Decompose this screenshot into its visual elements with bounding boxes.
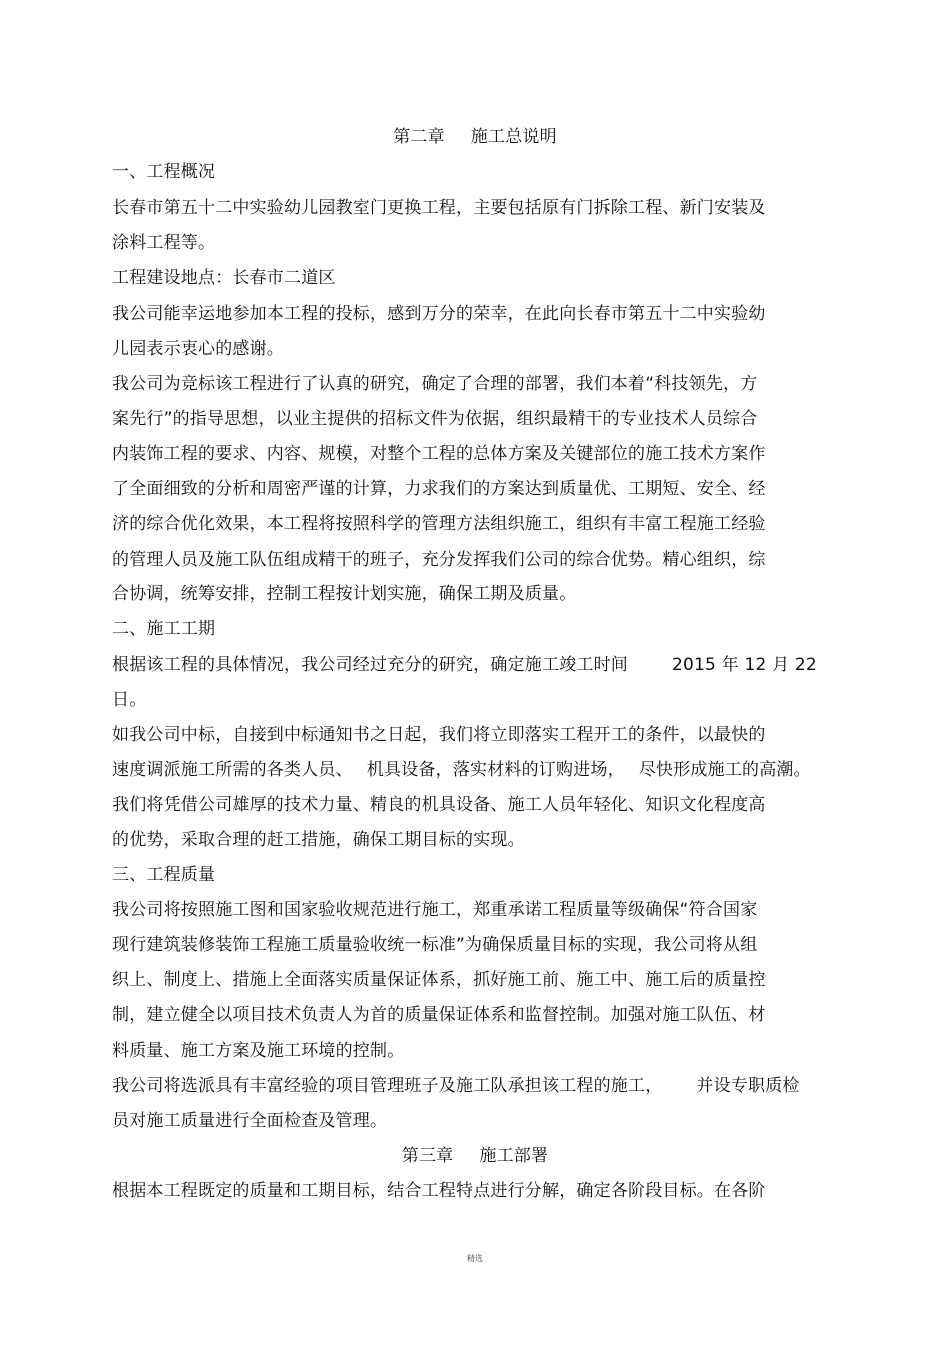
chapter-3-title: 施工部署 [479,1146,549,1166]
paragraph-line: 的管理人员及施工队伍组成精干的班子，充分发挥我们公司的综合优势。精心组织，综 [112,550,766,570]
paragraph-line [112,1074,800,1098]
paragraph-text: 机具设备，落实材料的订购进场， [366,760,625,780]
paragraph-line: 根据本工程既定的质量和工期目标，结合工程特点进行分解，确定各阶段目标。在各阶 [112,1181,766,1201]
paragraph-line: 我公司为竞标该工程进行了认真的研究，确定了合理的部署，我们本着“科技领先，方 [112,374,758,394]
paragraph-line: 合协调，统筹安排，控制工程按计划实施，确保工期及质量。 [112,584,577,604]
section-2-heading: 二、施工工期 [112,619,216,639]
completion-date: 2015 年 12 月 22 [672,655,817,675]
paragraph-line: 案先行”的指导思想，以业主提供的招标文件为依据，组织最精干的专业技术人员综合 [112,409,758,429]
paragraph-text: 根据该工程的具体情况，我公司经过充分的研究，确定施工竣工时间 [112,655,628,675]
paragraph-line [112,758,811,782]
paragraph-line: 涂料工程等。 [112,233,216,253]
section-3-heading: 三、工程质量 [112,865,216,885]
paragraph-line: 员对施工质量进行全面检查及管理。 [112,1111,388,1131]
project-location: 工程建设地点：长春市二道区 [112,268,336,288]
chapter-3-number: 第三章 [401,1146,454,1166]
paragraph-line: 我们将凭借公司雄厚的技术力量、精良的机具设备、施工人员年轻化、知识文化程度高 [112,795,766,815]
paragraph-line: 我公司能幸运地参加本工程的投标，感到万分的荣幸，在此向长春市第五十二中实验幼 [112,304,766,324]
paragraph-line: 日。 [112,690,147,710]
section-1-heading: 一、工程概况 [112,162,216,182]
paragraph-line: 如我公司中标，自接到中标通知书之日起，我们将立即落实工程开工的条件，以最快的 [112,725,766,745]
paragraph-text: 尽快形成施工的高潮。 [638,760,811,780]
completion-date-line [112,653,817,677]
paragraph-text: 速度调派施工所需的各类人员、 [112,760,353,780]
paragraph-line: 制，建立健全以项目技术负责人为首的质量保证体系和监督控制。加强对施工队伍、材 [112,1005,766,1025]
paragraph-line: 料质量、施工方案及施工环境的控制。 [112,1041,405,1061]
paragraph-text: 并设专职质检 [696,1076,800,1096]
chapter-2-title: 施工总说明 [470,127,557,147]
paragraph-line: 现行建筑装修装饰工程施工质量验收统一标准”为确保质量目标的实现，我公司将从组 [112,935,758,955]
paragraph-line: 内装饰工程的要求、内容、规模，对整个工程的总体方案及关键部位的施工技术方案作 [112,444,766,464]
chapter-2-heading [0,125,950,149]
paragraph-text: 我公司将选派具有丰富经验的项目管理班子及施工队承担该工程的施工， [112,1076,663,1096]
paragraph-line: 我公司将按照施工图和国家验收规范进行施工，郑重承诺工程质量等级确保“符合国家 [112,900,758,920]
paragraph-line: 儿园表示衷心的感谢。 [112,339,284,359]
paragraph-line: 长春市第五十二中实验幼儿园教室门更换工程，主要包括原有门拆除工程、新门安装及 [112,198,766,218]
page-footer: 精选 [467,1254,483,1263]
chapter-2-number: 第二章 [393,127,445,147]
paragraph-line: 织上、制度上、措施上全面落实质量保证体系，抓好施工前、施工中、施工后的质量控 [112,970,766,990]
paragraph-line: 的优势，采取合理的赶工措施，确保工期目标的实现。 [112,830,525,850]
paragraph-line: 济的综合优化效果，本工程将按照科学的管理方法组织施工，组织有丰富工程施工经验 [112,514,766,534]
paragraph-line: 了全面细致的分析和周密严谨的计算，力求我们的方案达到质量优、工期短、安全、经 [112,479,766,499]
chapter-3-heading [0,1144,950,1168]
